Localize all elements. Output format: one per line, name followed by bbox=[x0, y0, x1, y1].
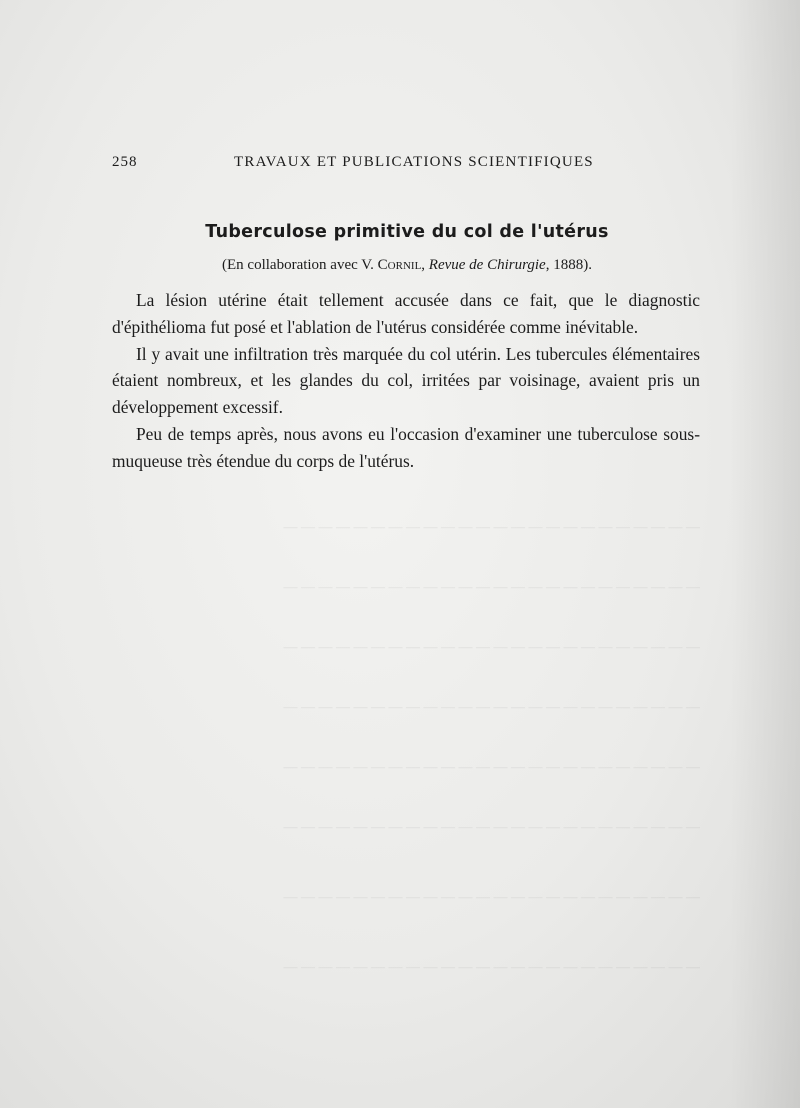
subtitle-journal: Revue de Chirurgie bbox=[428, 257, 546, 273]
paragraph: Peu de temps après, nous avons eu l'occasion d'examiner une tuberculose sous-muqueuse très étendue du corps de l'utérus. bbox=[112, 423, 700, 471]
subtitle-separator: , bbox=[421, 257, 429, 273]
show-through-texture: — — — — — — — — — — — — — — — — — — — — — — — — bbox=[283, 760, 700, 775]
paragraph: La lésion utérine était tellement accusée dans ce fait, que le diagnostic d'épithélioma fut posé et l'ablation de l'utérus considérée comme inévitable. bbox=[112, 290, 700, 337]
running-title: TRAVAUX ET PUBLICATIONS SCIENTIFIQUES bbox=[234, 154, 594, 170]
show-through-texture: — — — — — — — — — — — — — — — — — — — — — — — — bbox=[283, 580, 700, 595]
subtitle-suffix: , 1888). bbox=[545, 257, 592, 273]
subtitle-prefix: (En collaboration avec V. bbox=[222, 257, 378, 273]
show-through-texture: — — — — — — — — — — — — — — — — — — — — — — — — bbox=[283, 820, 700, 835]
article-body bbox=[112, 287, 700, 475]
running-header bbox=[112, 154, 672, 176]
article-subtitle bbox=[112, 257, 702, 274]
article-title: Tuberculose primitive du col de l'utérus bbox=[205, 222, 609, 242]
paragraph: Il y avait une infiltration très marquée du col utérin. Les tubercules élémentaires étaient nombreux, et les glandes du col, irritées par voisinage, avaient pris un développement excessif. bbox=[112, 343, 700, 418]
show-through-texture: — — — — — — — — — — — — — — — — — — — — — — — — bbox=[283, 640, 700, 655]
subtitle-author: Cornil bbox=[377, 257, 422, 273]
page-number: 258 bbox=[112, 154, 138, 170]
show-through-texture: — — — — — — — — — — — — — — — — — — — — — — — — bbox=[283, 960, 700, 975]
show-through-texture: — — — — — — — — — — — — — — — — — — — — — — — — bbox=[283, 890, 700, 905]
show-through-texture: — — — — — — — — — — — — — — — — — — — — — — — — bbox=[283, 520, 700, 535]
show-through-texture: — — — — — — — — — — — — — — — — — — — — — — — — bbox=[283, 700, 700, 715]
